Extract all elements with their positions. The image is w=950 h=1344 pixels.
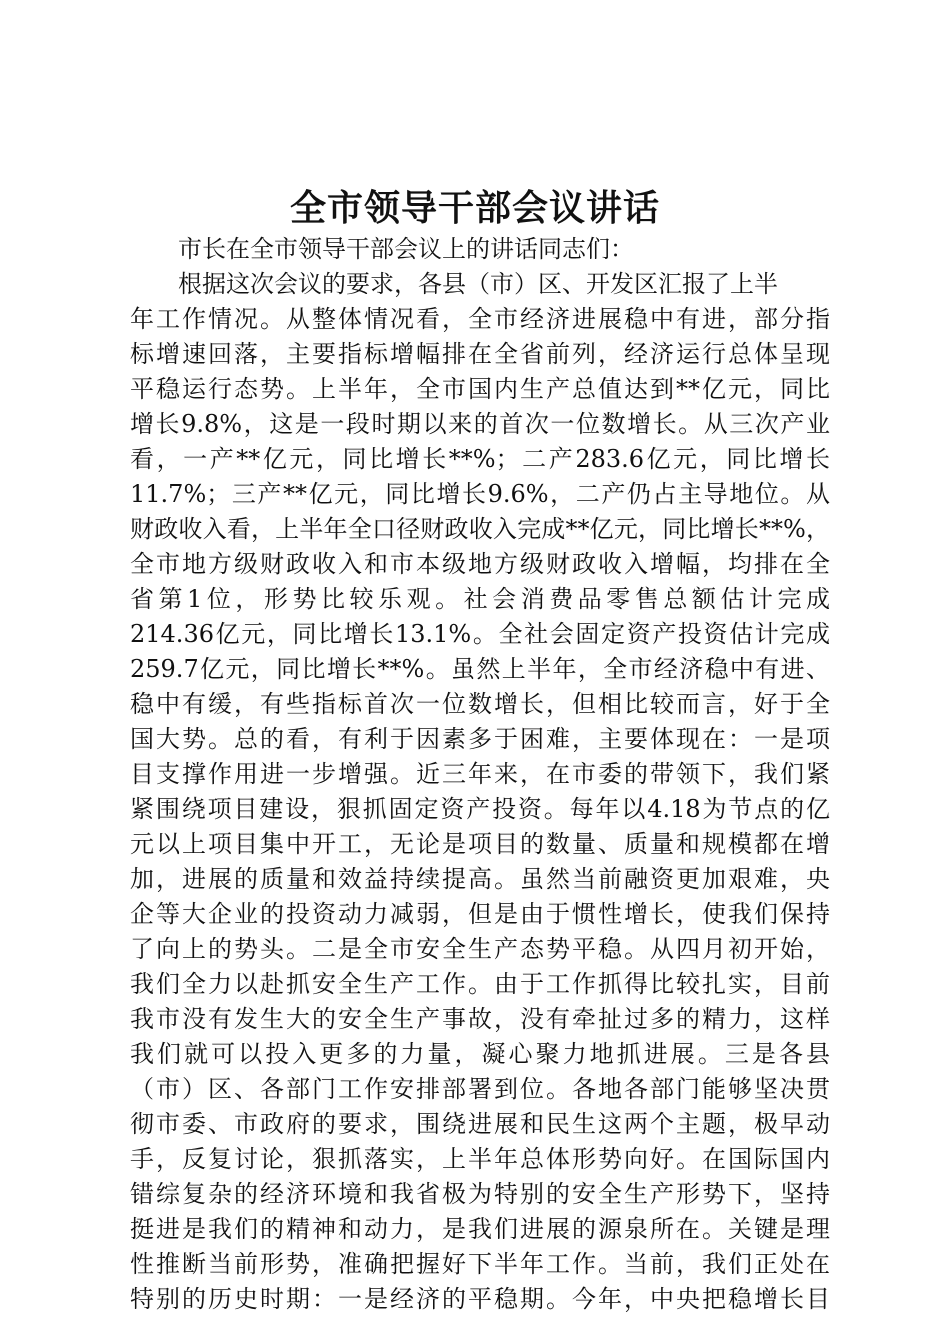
paragraph-line: 我们就可以投入更多的力量，凝心聚力地抓进展。三是各县 — [130, 1040, 830, 1068]
paragraph-line: 国大势。总的看，有利于因素多于困难，主要体现在：一是项 — [130, 725, 830, 753]
paragraph-line: 挺进是我们的精神和动力，是我们进展的源泉所在。关键是理 — [130, 1215, 830, 1243]
paragraph-line: 看，一产**亿元，同比增长**%；二产283.6亿元，同比增长 — [130, 445, 830, 473]
paragraph-line: 错综复杂的经济环境和我省极为特别的安全生产形势下，坚持 — [130, 1180, 830, 1208]
paragraph-line: 省第1位，形势比较乐观。社会消费品零售总额估计完成 — [130, 585, 830, 613]
paragraph-line: 标增速回落，主要指标增幅排在全省前列，经济运行总体呈现 — [130, 340, 830, 368]
paragraph-line: 目支撑作用进一步增强。近三年来，在市委的带领下，我们紧 — [130, 760, 830, 788]
greeting-line: 市长在全市领导干部会议上的讲话同志们： — [178, 235, 634, 263]
paragraph-line: 特别的历史时期：一是经济的平稳期。今年，中央把稳增长目 — [130, 1285, 830, 1313]
paragraph-line: 根据这次会议的要求，各县（市）区、开发区汇报了上半 — [178, 270, 778, 298]
paragraph-line: 手，反复讨论，狠抓落实，上半年总体形势向好。在国际国内 — [130, 1145, 830, 1173]
paragraph-line: 性推断当前形势，准确把握好下半年工作。当前，我们正处在 — [130, 1250, 830, 1278]
paragraph-line: 全市地方级财政收入和市本级地方级财政收入增幅，均排在全 — [130, 550, 830, 578]
paragraph-line: 我们全力以赴抓安全生产工作。由于工作抓得比较扎实，目前 — [130, 970, 830, 998]
paragraph-line: 了向上的势头。二是全市安全生产态势平稳。从四月初开始， — [130, 935, 830, 963]
paragraph-line: 元以上项目集中开工，无论是项目的数量、质量和规模都在增 — [130, 830, 830, 858]
paragraph-line: 214.36亿元，同比增长13.1%。全社会固定资产投资估计完成 — [130, 620, 830, 648]
paragraph-line: 259.7亿元，同比增长**%。虽然上半年，全市经济稳中有进、 — [130, 655, 830, 683]
paragraph-line: 彻市委、市政府的要求，围绕进展和民生这两个主题，极早动 — [130, 1110, 830, 1138]
paragraph-line: 11.7%；三产**亿元，同比增长9.6%，二产仍占主导地位。从 — [130, 480, 830, 508]
paragraph-line: 年工作情况。从整体情况看，全市经济进展稳中有进，部分指 — [130, 305, 830, 333]
paragraph-line: 增长9.8%，这是一段时期以来的首次一位数增长。从三次产业 — [130, 410, 830, 438]
paragraph-line: 稳中有缓，有些指标首次一位数增长，但相比较而言，好于全 — [130, 690, 830, 718]
paragraph-line: 平稳运行态势。上半年，全市国内生产总值达到**亿元，同比 — [130, 375, 830, 403]
document-title: 全市领导干部会议讲话 — [289, 187, 660, 229]
document-body — [130, 232, 830, 1317]
paragraph-line: 财政收入看，上半年全口径财政收入完成**亿元，同比增长**%， — [130, 515, 830, 543]
paragraph-line: 企等大企业的投资动力减弱，但是由于惯性增长，使我们保持 — [130, 900, 830, 928]
paragraph-line: 紧围绕项目建设，狠抓固定资产投资。每年以4.18为节点的亿 — [130, 795, 830, 823]
paragraph-line: 加，进展的质量和效益持续提高。虽然当前融资更加艰难，央 — [130, 865, 830, 893]
paragraph-line: 我市没有发生大的安全生产事故，没有牵扯过多的精力，这样 — [130, 1005, 830, 1033]
paragraph-line: （市）区、各部门工作安排部署到位。各地各部门能够坚决贯 — [130, 1075, 830, 1103]
